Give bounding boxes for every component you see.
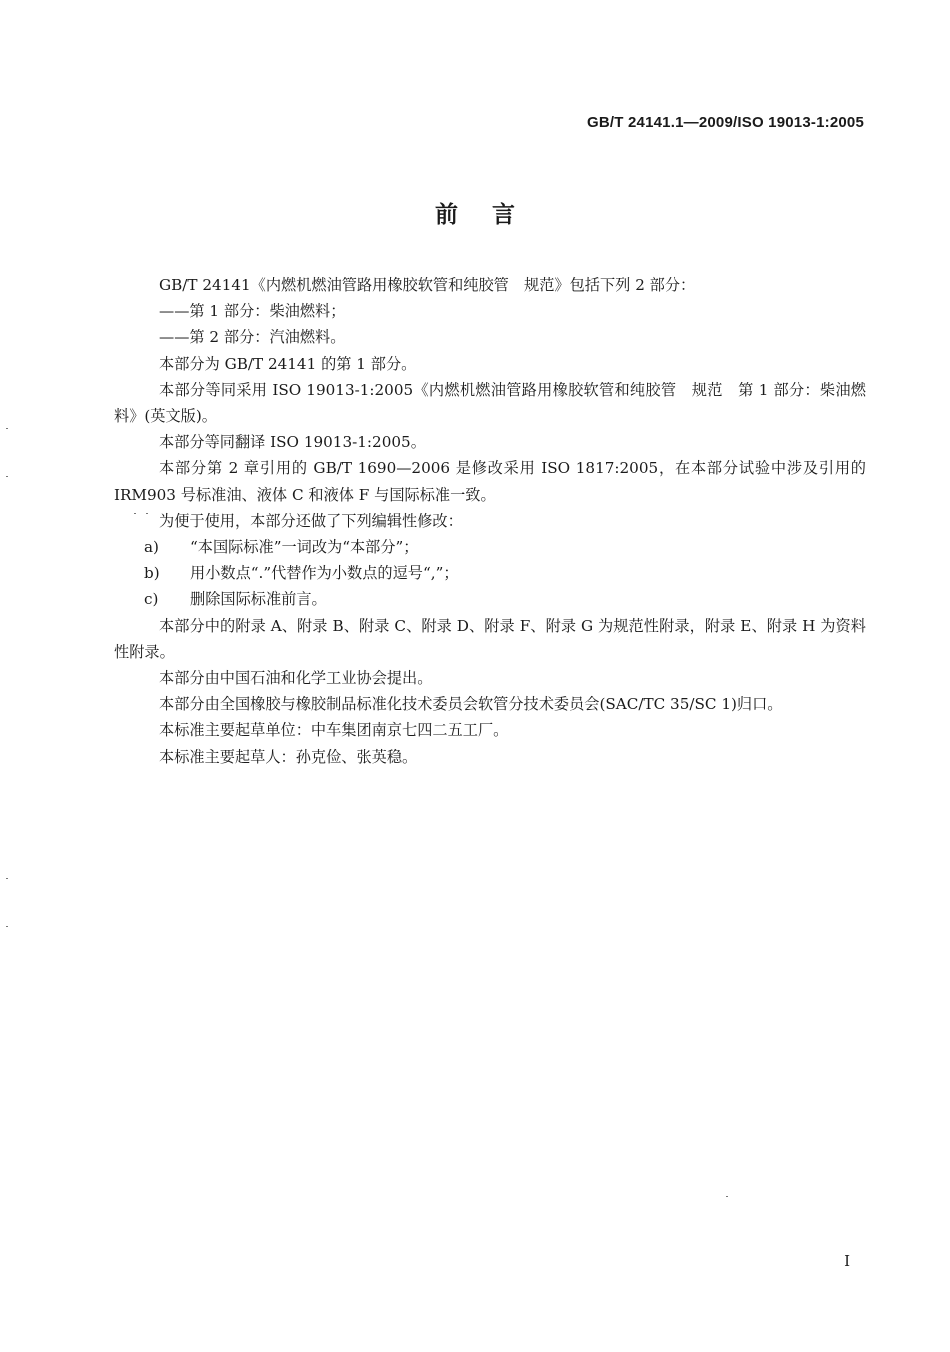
scan-speck bbox=[6, 476, 8, 477]
list-item-b bbox=[114, 560, 866, 586]
part-1-item: ——第 1 部分：柴油燃料； bbox=[159, 302, 346, 321]
list-marker-b: b) bbox=[144, 564, 160, 583]
intro-paragraph: GB/T 24141《内燃机燃油管路用橡胶软管和纯胶管 规范》包括下列 2 部分： bbox=[159, 276, 696, 294]
list-marker-a: a) bbox=[144, 538, 159, 557]
paragraph-references: 本部分第 2 章引用的 GB/T 1690—2006 是修改采用 ISO 1817:2005，在本部分试验中涉及引用的 IRM903 号标准油、液体 C 和液体 F 与国际标准一致。 bbox=[114, 459, 866, 504]
page-title: 前言 bbox=[435, 202, 549, 228]
list-text-a: “本国际标准”一词改为“本部分”； bbox=[190, 538, 419, 557]
list-item-c bbox=[114, 586, 866, 612]
standard-code-header: GB/T 24141.1—2009/ISO 19013-1:2005 bbox=[587, 114, 864, 131]
scan-speck bbox=[146, 513, 148, 514]
document-body bbox=[114, 272, 866, 770]
list-item-a bbox=[114, 534, 866, 560]
scan-speck bbox=[6, 878, 8, 879]
paragraph-proposer: 本部分由中国石油和化学工业协会提出。 bbox=[159, 669, 433, 688]
scan-speck bbox=[6, 926, 8, 927]
page-number: I bbox=[844, 1252, 850, 1270]
list-marker-c: c) bbox=[144, 590, 159, 609]
scan-speck bbox=[134, 513, 136, 514]
paragraph-drafters: 本标准主要起草人：孙克俭、张英稳。 bbox=[159, 747, 418, 766]
part-2-item: ——第 2 部分：汽油燃料。 bbox=[159, 328, 346, 347]
scan-speck bbox=[6, 428, 8, 429]
paragraph-drafting-unit: 本标准主要起草单位：中车集团南京七四二五工厂。 bbox=[159, 721, 509, 740]
paragraph-adoption: 本部分等同采用 ISO 19013-1:2005《内燃机燃油管路用橡胶软管和纯胶管 规范 第 1 部分：柴油燃料》(英文版)。 bbox=[114, 380, 866, 426]
scan-speck bbox=[726, 1196, 728, 1197]
paragraph-editorial-intro: 为便于使用，本部分还做了下列编辑性修改： bbox=[159, 511, 463, 530]
paragraph-part-scope: 本部分为 GB/T 24141 的第 1 部分。 bbox=[159, 354, 417, 373]
paragraph-annexes: 本部分中的附录 A、附录 B、附录 C、附录 D、附录 F、附录 G 为规范性附录，附录 E、附录 H 为资料性附录。 bbox=[114, 616, 866, 661]
paragraph-translation: 本部分等同翻译 ISO 19013-1:2005。 bbox=[159, 433, 426, 452]
paragraph-technical-committee: 本部分由全国橡胶与橡胶制品标准化技术委员会软管分技术委员会(SAC/TC 35/SC 1)归口。 bbox=[159, 695, 783, 714]
list-text-c: 删除国际标准前言。 bbox=[190, 590, 327, 609]
list-text-b: 用小数点“.”代替作为小数点的逗号“,”； bbox=[190, 564, 459, 583]
